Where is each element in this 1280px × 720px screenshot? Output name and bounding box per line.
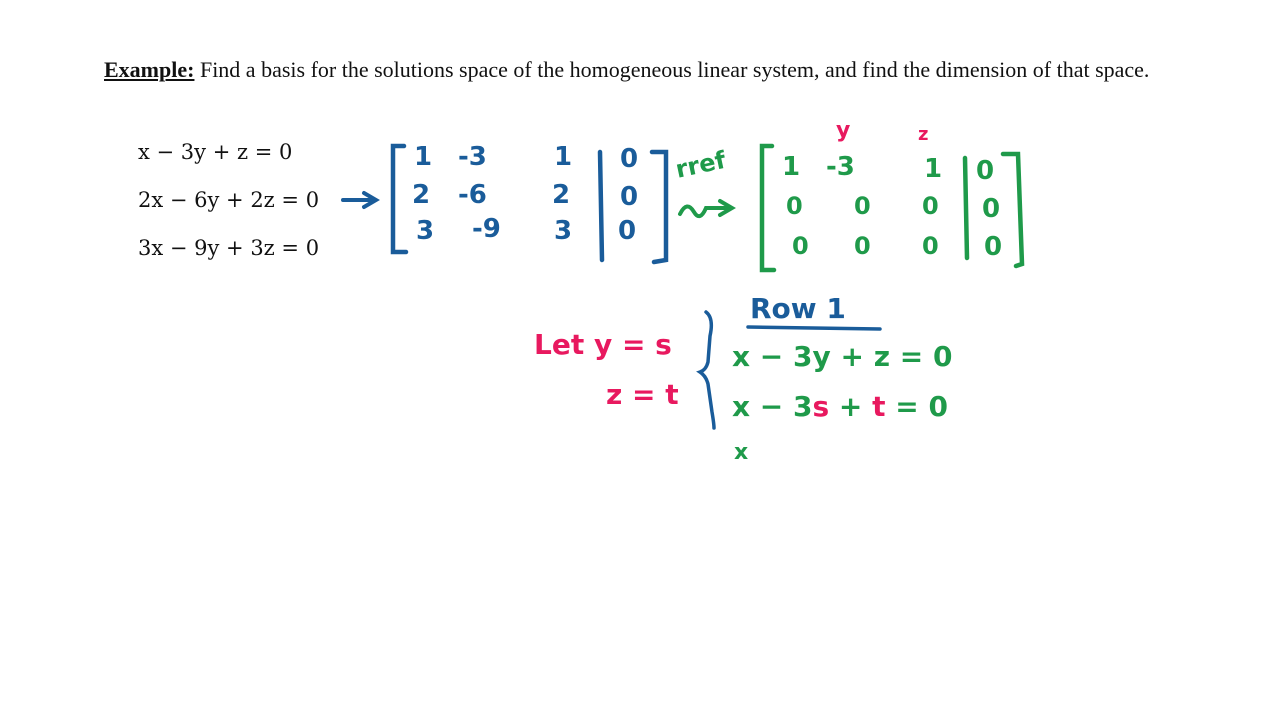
row1-equation: x − 3y + z = 0 [732,340,953,373]
rref-cell: 1 [782,152,801,182]
matrix-cell: 0 [620,182,639,212]
matrix-cell: 0 [618,216,637,246]
rref-arrow-icon [680,201,732,216]
problem-text: Find a basis for the solutions space of the homogeneous linear system, and find the dimension of that space. [199,57,1150,82]
rref-cell: 1 [924,154,943,184]
equation-1: x − 3y + z = 0 [138,140,293,164]
matrix-cell: 1 [414,142,433,172]
rref-cell: 0 [786,192,803,220]
augment-bar-blue [600,152,602,260]
let-y-equals-s: Let y = s [534,328,672,361]
left-bracket-green [762,146,774,270]
matrix-cell: -3 [458,142,487,172]
column-label-z: z [918,124,929,145]
rref-cell: 0 [982,194,1001,224]
matrix-cell: -9 [472,214,501,244]
rref-cell: 0 [922,232,939,260]
rref-cell: 0 [984,232,1003,262]
matrix-cell: 3 [554,216,573,246]
next-line-start: x [734,440,749,465]
arrow-icon [343,193,376,207]
rref-cell: 0 [854,192,871,220]
column-label-y: y [836,118,851,143]
left-bracket-blue [393,146,406,252]
equation-3: 3x − 9y + 3z = 0 [138,236,320,260]
rref-cell: 0 [976,156,995,186]
matrix-cell: -6 [458,180,487,210]
plus-sign: + [829,390,873,423]
matrix-cell: 0 [620,144,639,174]
rref-cell: -3 [826,152,855,182]
row1-underline [748,327,880,329]
parameter-t: t [872,390,886,423]
rref-cell: 0 [854,232,871,260]
substituted-prefix: x − 3 [732,390,813,423]
substituted-suffix: = 0 [885,390,948,423]
matrix-cell: 1 [554,142,573,172]
example-label: Example: [104,57,195,82]
rref-cell: 0 [922,192,939,220]
parameter-s: s [812,390,830,423]
substituted-equation [732,390,948,423]
augment-bar-green [965,158,967,258]
matrix-cell: 2 [552,180,571,210]
right-bracket-blue [652,152,666,262]
equation-2: 2x − 6y + 2z = 0 [138,188,320,212]
rref-label: rref [673,145,729,184]
right-bracket-green [1003,154,1022,266]
row1-heading: Row 1 [750,292,846,325]
curly-brace [700,312,714,428]
matrix-cell: 3 [416,216,435,246]
z-equals-t: z = t [606,378,679,411]
matrix-cell: 2 [412,180,431,210]
rref-cell: 0 [792,232,809,260]
